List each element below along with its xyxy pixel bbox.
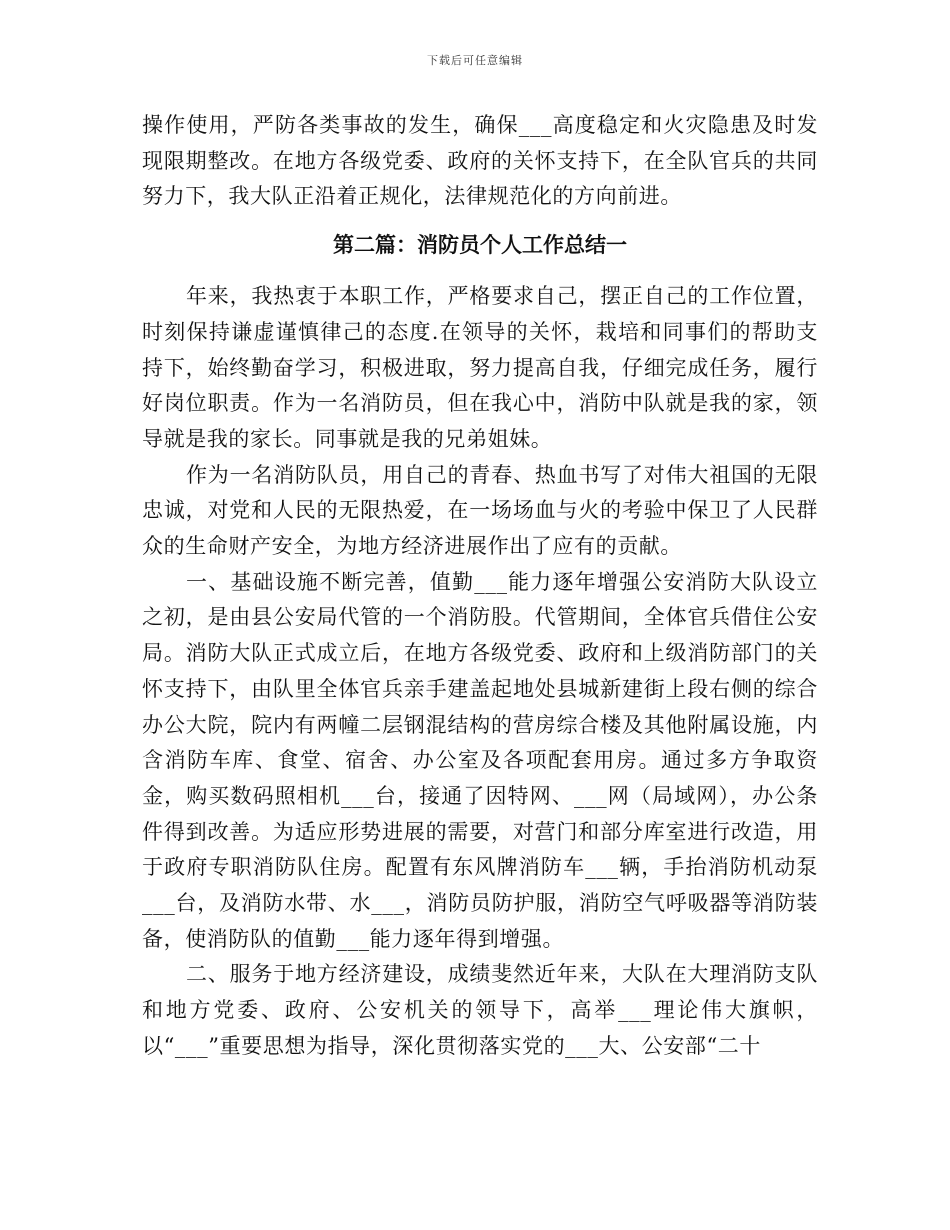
document-body [142, 108, 818, 1065]
page-header: 下载后可任意编辑 [427, 54, 523, 67]
intro-paragraph: 操作使用，严防各类事故的发生，确保___高度稳定和火灾隐患及时发现限期整改。在地方各级党委、政府的关怀支持下，在全队官兵的共同努力下，我大队正沿着正规化，法律规范化的方向前进。 [142, 113, 818, 209]
paragraph-3: 一、基础设施不断完善，值勤___能力逐年增强公安消防大队设立之初，是由县公安局代管的一个消防股。代管期间，全体官兵借住公安局。消防大队正式成立后，在地方各级党委、政府和上级消防部门的关怀支持下，由队里全体官兵亲手建盖起地处县城新建街上段右侧的综合办公大院，院内有两幢二层钢混结构的营房综合楼及其他附属设施，内含消防车库、食堂、宿舍、办公室及各项配套用房。通过多方争取资金，购买数码照相机___台，接通了因特网、___网（局域网），办公条件得到改善。为适应形势进展的需要，对营门和部分库室进行改造，用于政府专职消防队住房。配置有东风牌消防车___辆，手抬消防机动泵___台，及消防水带、水___，消防员防护服，消防空气呼吸器等消防装备，使消防队的值勤___能力逐年得到增强。 [142, 569, 818, 951]
paragraph-1: 年来，我热衷于本职工作，严格要求自己，摆正自己的工作位置，时刻保持谦虚谨慎律己的态度.在领导的关怀，栽培和同事们的帮助支持下，始终勤奋学习，积极进取，努力提高自我，仔细完成任务，履行好岗位职责。作为一名消防员，但在我心中，消防中队就是我的家，领导就是我的家长。同事就是我的兄弟姐妹。 [142, 284, 818, 451]
paragraph-4: 二、服务于地方经济建设，成绩斐然近年来，大队在大理消防支队和地方党委、政府、公安机关的领导下，高举___理论伟大旗帜，以“___”重要思想为指导，深化贯彻落实党的___大、公安部“二十 [142, 962, 818, 1058]
section-title: 第二篇：消防员个人工作总结一 [333, 233, 627, 258]
paragraph-2: 作为一名消防队员，用自己的青春、热血书写了对伟大祖国的无限忠诚，对党和人民的无限热爱，在一场场血与火的考验中保卫了人民群众的生命财产安全，为地方经济进展作出了应有的贡献。 [142, 462, 818, 559]
